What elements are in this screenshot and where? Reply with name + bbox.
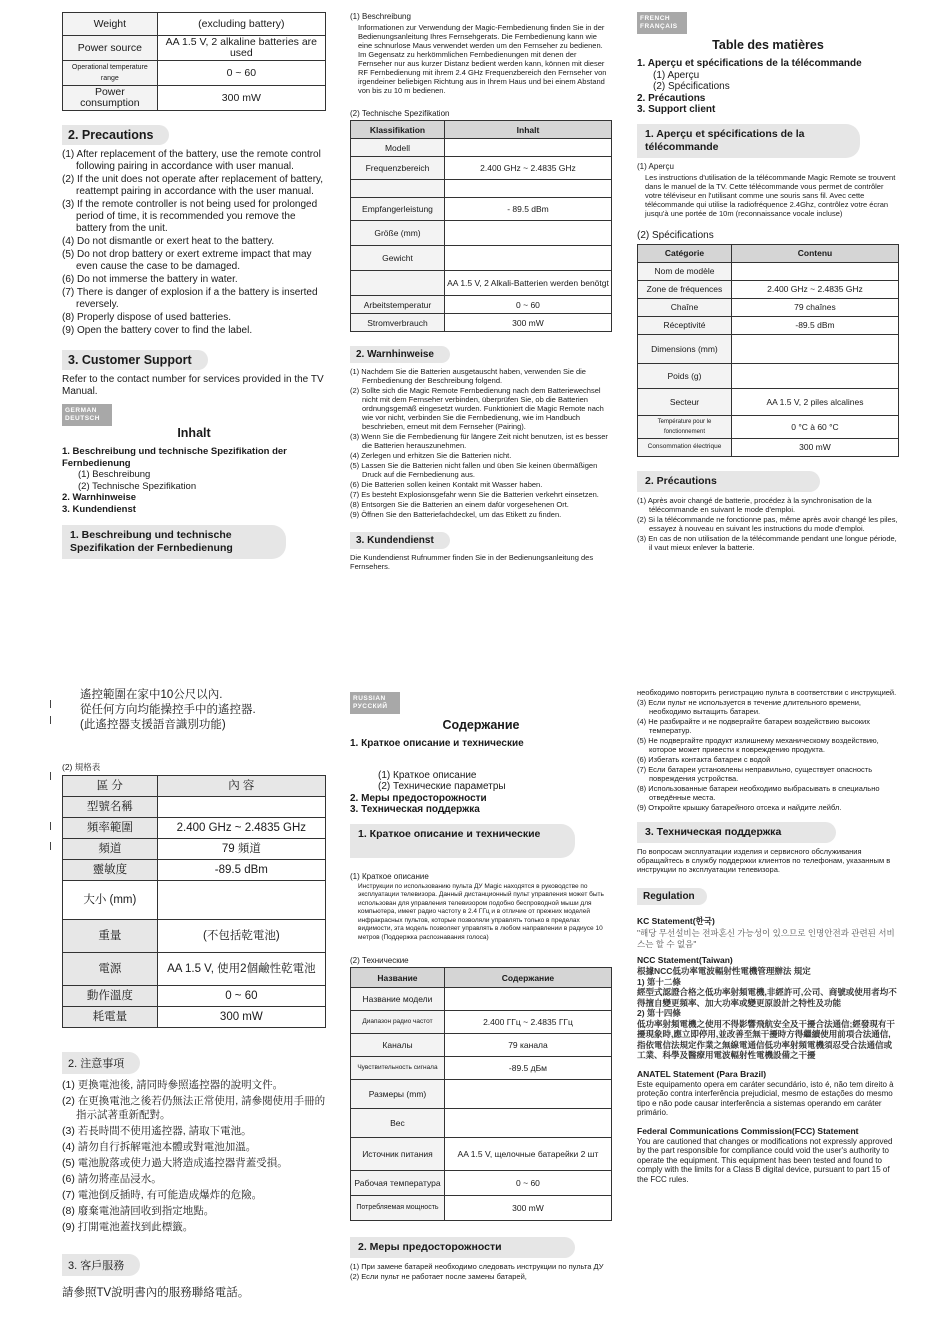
chinese-section xyxy=(62,688,326,1300)
french-precautions-heading: 2. Précautions xyxy=(637,471,820,492)
list-item: (4) Do not dismantle or exert heat to the battery. xyxy=(62,236,275,247)
margin-mark xyxy=(50,700,51,708)
russian-toc xyxy=(350,738,612,816)
list-item: (9) 打開電池蓋找到此標籤。 xyxy=(62,1221,194,1233)
table-row: 動作溫度 0 ~ 60 xyxy=(63,986,326,1007)
table-row: 頻道 79 頻道 xyxy=(63,839,326,860)
list-item: (7) Es besteht Explosionsgefahr wenn Sie die Batterien verkehrt einsetzen. xyxy=(350,490,599,499)
russian-precautions-heading: 2. Меры предосторожности xyxy=(350,1237,575,1258)
french-spec-table: Catégorie Contenu Nom de modèle Zone de fréquences 2.400 GHz ~ 2.4835 GHz Chaîne 79 chaînes Réceptivité -89.5 dBm Dimensions (mm) Poids (g) Secteur AA 1.5 V, 2 piles alcalines Température pour le fonctionnement 0 °C à 60 °C Consommation électrique 300 mW xyxy=(637,244,899,457)
french-toc-title: Table des matières xyxy=(712,38,824,52)
list-item: (2) 在更換電池之後若仍無法正常使用, 請參閱使用手冊的指示試著重新配對。 xyxy=(62,1095,326,1121)
german-toc-title: Inhalt xyxy=(177,426,211,440)
table-row: 大小 (mm) xyxy=(63,881,326,920)
german-description-text: Informationen zur Verwendung der Magic-Fernbedienung finden Sie in der Bedienungsanleitung Ihres Fernsehgerats. Die Fernbedienung kann wie eine schnurlose Maus verwendet werden um den Fernseher zu bedienen. Im Gegensatz zu herkömmlichen Fernbedienungen mit denen der Fernseher nur aus kurzer Distanz bedient werden kann, können mit dieser RF Fernbedienung mit ihrem 2.4 GHz Frequenzbereich den Fernseher von irgendeiner beliebigen Richtung aus in Ihrem Haus und bei einem Abstand von bis zu 10 m bedienen. xyxy=(358,23,607,95)
table-row: 區 分 內 容 xyxy=(63,776,326,797)
regulation-heading: Regulation xyxy=(637,888,707,905)
table-row: Poids (g) xyxy=(638,363,899,388)
list-item: (6) Do not immerse the battery in water. xyxy=(62,274,238,285)
list-item: (8) 廢棄電池請回收到指定地點。 xyxy=(62,1205,215,1217)
table-row: Frequenzbereich 2.400 GHz ~ 2.4835 GHz xyxy=(351,157,612,180)
table-row: Вес xyxy=(351,1109,612,1138)
toc-item: 3. Kundendienst xyxy=(62,503,136,515)
margin-mark xyxy=(50,842,51,850)
table-row: Empfangerleistung - 89.5 dBm xyxy=(351,198,612,221)
list-item: (3) Если пульт не используется в течение длительного времени, необходимо вытащить батареи. xyxy=(637,698,862,716)
german-section xyxy=(350,12,612,575)
list-item: (6) 請勿將產品浸水。 xyxy=(62,1173,162,1185)
table-row: Источник питания AA 1.5 V, щелочные батарейки 2 шт xyxy=(351,1138,612,1171)
list-item: (6) Die Batterien sollen keinen Kontakt mit Wasser haben. xyxy=(350,480,543,489)
list-item: (8) Properly dispose of used batteries. xyxy=(62,312,231,323)
toc-item: (2) Spécifications xyxy=(653,81,730,92)
toc-item: 2. Меры предосторожности xyxy=(350,792,487,804)
customer-support-text: Refer to the contact number for services provided in the TV Manual. xyxy=(62,374,324,397)
list-item: (1) 更換電池後, 請同時參照遙控器的說明文件。 xyxy=(62,1079,284,1091)
table-row: Größe (mm) xyxy=(351,221,612,246)
table-row: Modell xyxy=(351,139,612,157)
list-item: (4) Zerlegen und erhitzen Sie die Batterien nicht. xyxy=(350,451,512,460)
chinese-spec-label: (2) 規格表 xyxy=(62,762,101,772)
list-item: (7) Если батареи установлены неправильно, существует опасность повреждения устройства. xyxy=(637,765,873,783)
english-spec-table xyxy=(62,12,326,111)
toc-item: (2) Technische Spezifikation xyxy=(78,480,197,492)
list-item: (3) En cas de non utilisation de la télécommande pendant une longue période, il vaut mieux enlever la batterie. xyxy=(637,533,897,552)
table-row: 靈敏度 -89.5 dBm xyxy=(63,860,326,881)
german-support-heading: 3. Kundendienst xyxy=(350,532,450,549)
fcc-statement-text: You are cautioned that changes or modifications not expressly approved by the part responsible for compliance could void the user's authority to operate the equipment. This equipment has been tested and found to comply with the limits for a Class B digital device, pursuant to part 15 of the FCC rules. xyxy=(637,1136,893,1184)
toc-item: 2. Warnhinweise xyxy=(62,492,137,503)
french-precautions-list xyxy=(637,496,899,552)
french-section xyxy=(637,12,899,553)
fcc-statement-title: Federal Communications Commission(FCC) Statement xyxy=(637,1125,859,1136)
table-row: Température pour le fonctionnement 0 °C à 60 °C xyxy=(638,415,899,438)
list-item: (3) 若長時間不使用遙控器, 請取下電池。 xyxy=(62,1125,252,1137)
list-item: (7) There is danger of explosion if a the battery is inserted reversely. xyxy=(62,287,318,310)
list-item: (5) Do not drop battery or exert extreme impact that may even cause the case to be damaged. xyxy=(62,249,312,272)
toc-item: (2) Технические параметры xyxy=(378,781,506,792)
list-item: (2) Sollte sich die Magic Remote Fernbedienung nach dem Batteriewechsel nicht mit dem Fernseher verbinden, überprüfen Sie, ob die Batterien ordnungsgemäß eingesetzt wurden. Funktioniert die Magic Remote nach wie vor nicht, verbinden Sie die Fernbedienung, wie im Handbuch beschrieben, erneut mit dem Fernseher (Pairing). xyxy=(350,386,604,431)
list-item: (4) 請勿自行拆解電池本體或對電池加溫。 xyxy=(62,1141,257,1153)
russian-spec-label: (2) Технические xyxy=(350,956,409,965)
customer-support-heading: 3. Customer Support xyxy=(62,350,208,370)
table-row: Power consumption 300 mW xyxy=(63,86,326,111)
table-row: Secteur AA 1.5 V, 2 piles alcalines xyxy=(638,388,899,415)
toc-item: 1. Краткое описание и технические xyxy=(350,738,524,749)
table-row: 電源 AA 1.5 V, 使用2個鹼性乾電池 xyxy=(63,953,326,986)
kc-statement-text: "해당 무선설비는 전파혼신 가능성이 있으므로 인명안전과 관련된 서비스는 할 수 없음" xyxy=(637,928,895,949)
list-item: (5) Не подвергайте продукт излишнему механическому воздействию, которое может привести к повреждению продукта. xyxy=(637,736,879,754)
french-description-label: (1) Aperçu xyxy=(637,161,674,171)
german-warnings-list xyxy=(350,367,612,519)
russian-description-text: Инструкции по использованию пульта ДУ Magic находятся в руководстве по эксплуатации телевизора. Данный дистанционный пульт управления может быть использован для управления телевизором подобно беспроводной мыши для компьютера, имеет радио частоту в 2.4 ГГц и в отличие от прежних моделей инфракрасных пультов, которые позволяли управлять только в пределах видимости, эта модель позволяет управлять в любом направлении в радиусе 10 метров (Поддержка распознавания голоса) xyxy=(358,882,604,941)
german-support-text: Die Kundendienst Rufnummer finden Sie in der Bedienungsanleitung des Fernsehers. xyxy=(350,553,594,571)
list-item: (6) Избегать контакта батареи с водой xyxy=(637,755,771,764)
french-language-badge: FRENCH FRANÇAIS xyxy=(637,12,687,34)
ncc-statement-title: NCC Statement(Taiwan) xyxy=(637,955,733,965)
list-item: (1) Après avoir changé de batterie, procédez à la synchronisation de la télécommande en suivant le mode d'emploi. xyxy=(637,495,872,514)
table-row: Каналы 79 канала xyxy=(351,1034,612,1057)
toc-item: (1) Beschreibung xyxy=(78,469,151,480)
margin-mark xyxy=(50,822,51,830)
table-row: Nom de modèle xyxy=(638,262,899,280)
chinese-intro-text: 遙控範圍在家中10公尺以內. 從任何方向均能操控手中的遙控器. (此遙控器支援語音識別功能) xyxy=(80,689,256,731)
table-row: Чувствительность сигнала -89.5 дБм xyxy=(351,1057,612,1080)
table-row: 耗電量 300 mW xyxy=(63,1007,326,1028)
toc-item: 1. Aperçu et spécifications de la télécommande xyxy=(637,58,862,69)
table-row: 型號名稱 xyxy=(63,797,326,818)
russian-description-label: (1) Краткое описание xyxy=(350,871,429,881)
table-row: AA 1.5 V, 2 Alkali-Batterien werden benötgt xyxy=(351,271,612,296)
german-language-badge: GERMAN DEUTSCH xyxy=(62,404,112,426)
russian-section xyxy=(350,688,612,1282)
margin-mark xyxy=(50,716,51,724)
list-item: (2) If the unit does not operate after replacement of battery, reattempt pairing in accordance with the user manual. xyxy=(62,174,324,197)
german-description-label: (1) Beschreibung xyxy=(350,12,411,21)
table-row: Zone de fréquences 2.400 GHz ~ 2.4835 GHz xyxy=(638,280,899,298)
toc-item: 1. Beschreibung und technische Spezifikation der Fernbedienung xyxy=(62,446,287,469)
table-row: Weight (excluding battery) xyxy=(63,13,326,36)
list-item: (8) Entsorgen Sie die Batterien an einem dafür vorgesehenen Ort. xyxy=(350,500,569,509)
chinese-precautions-heading: 2. 注意事項 xyxy=(62,1052,140,1074)
table-row: Stromverbrauch 300 mW xyxy=(351,314,612,332)
table-row: Размеры (mm) xyxy=(351,1080,612,1109)
chinese-support-text: 請參照TV說明書內的服務聯絡電話。 xyxy=(62,1287,250,1299)
table-row: 重量 (不包括乾電池) xyxy=(63,920,326,953)
table-row: Потребляемая мощность 300 mW xyxy=(351,1196,612,1221)
list-item: (3) Wenn Sie die Fernbedienung für längere Zeit nicht benutzen, ist es besser die Batterien herauszunehmen. xyxy=(350,432,608,450)
german-spec-label: (2) Technische Spezifikation xyxy=(350,109,450,118)
toc-item: (1) Aperçu xyxy=(653,69,700,81)
toc-item: (1) Краткое описание xyxy=(378,769,477,781)
chinese-support-heading: 3. 客戶服務 xyxy=(62,1254,140,1276)
russian-support-text: По вопросам эксплуатации изделия и сервисного обслуживания обращайтесь в службу поддержки клиентов по телефонам, указанным в инструкции по эксплуатации телевизора. xyxy=(637,847,891,874)
french-section1-heading: 1. Aperçu et spécifications de la télécommande xyxy=(637,124,860,158)
margin-mark xyxy=(50,772,51,780)
ncc-statement-text: 根據NCC低功率電波輻射性電機管理辦法 規定 1) 第十二條 經型式認證合格之低功率射頻電機,非經許可,公司、商號或使用者均不得擅自變更頻率、加大功率或變更原設計之特性及功能 2) 第十四條 低功率射頻電機之使用不得影響飛航安全及干擾合法通信;經發現有干擾現象時,應立即停用,並改善至無干擾時方得繼續使用前項合法通信,指依電信法規定作業之無線電通信低功率射頻電機須忍受合法通信或工業、科學及醫療用電波輻射性電機設備之干擾 xyxy=(637,966,897,1060)
anatel-statement-title: ANATEL Statement (Para Brazil) xyxy=(637,1068,767,1079)
table-row: Power source AA 1.5 V, 2 alkaline batteries are used xyxy=(63,36,326,61)
list-item: (5) Lassen Sie die Batterien nicht fallen und üben Sie keinen übermäßigen Druck auf die Fernbedienung aus. xyxy=(350,461,598,479)
table-row: Dimensions (mm) xyxy=(638,334,899,363)
list-item: (9) Откройте крышку батарейного отсека и найдите лейбл. xyxy=(637,803,842,812)
list-item: (4) Не разбирайте и не подвергайте батареи воздействию высоких температур. xyxy=(637,717,870,735)
table-row xyxy=(351,180,612,198)
toc-item: 2. Précautions xyxy=(637,92,706,104)
table-row: Chaîne 79 chaînes xyxy=(638,298,899,316)
table-row: Рабочая температура 0 ~ 60 xyxy=(351,1171,612,1196)
precautions-heading: 2. Precautions xyxy=(62,125,169,145)
toc-item: 3. Support client xyxy=(637,104,716,115)
russian-toc-title: Содержание xyxy=(442,718,520,732)
list-item: (9) Open the battery cover to find the label. xyxy=(62,325,253,336)
english-section xyxy=(62,12,326,563)
russian-precautions-list xyxy=(350,1262,612,1281)
german-spec-table: Klassifikation Inhalt Modell Frequenzbereich 2.400 GHz ~ 2.4835 GHz Empfangerleistung - 89.5 dBm Größe (mm) Gewicht AA 1.5 V, 2 Alkali-Batterien werden benötgt Arbeitstemperatur 0 ~ 60 Stromverbrauch 300 mW xyxy=(350,120,612,332)
chinese-spec-table xyxy=(62,775,326,1028)
list-item: (7) 電池倒反插時, 有可能造成爆炸的危險。 xyxy=(62,1189,263,1201)
list-item: (2) Si la télécommande ne fonctionne pas, même après avoir changé les piles, essayez à nouveau en suivant les instructions du mode d'emploi. xyxy=(637,514,898,533)
russian-support-heading: 3. Техническая поддержка xyxy=(637,822,836,843)
french-spec-label: (2) Spécifications xyxy=(637,229,714,241)
german-toc xyxy=(62,446,326,515)
anatel-statement-text: Este equipamento opera em caráter secundário, isto é, não tem direito à proteção contra interferência prejudicial, mesmo de estações do mesmo tipo e não pode causar interferência a sistemas operando em caráter primário. xyxy=(637,1079,894,1117)
german-warnings-heading: 2. Warnhinweise xyxy=(350,346,450,363)
table-row: Gewicht xyxy=(351,246,612,271)
russian-precautions-continued xyxy=(637,688,899,812)
list-item: (1) Nachdem Sie die Batterien ausgetauscht haben, verwenden Sie die Fernbedienung der Beschreibung folgend. xyxy=(350,367,586,385)
russian-section1-heading: 1. Краткое описание и технические xyxy=(350,824,575,858)
table-row: 頻率範圍 2.400 GHz ~ 2.4835 GHz xyxy=(63,818,326,839)
kc-statement-title: KC Statement(한국) xyxy=(637,916,715,926)
table-row: Operational temperature range 0 ~ 60 xyxy=(63,61,326,86)
table-row: Диапазон радио частот 2.400 ГГц ~ 2.4835 ГГц xyxy=(351,1011,612,1034)
toc-item: 3. Техническая поддержка xyxy=(350,804,480,815)
list-item: необходимо повторить регистрацию пульта в соответствии с инструкцией. xyxy=(637,688,897,697)
list-item: (2) Если пульт не работает после замены батарей, xyxy=(350,1272,527,1281)
table-row: Réceptivité -89.5 dBm xyxy=(638,316,899,334)
german-section1-heading: 1. Beschreibung und technische Spezifikation der Fernbedienung xyxy=(62,525,286,559)
list-item: (9) Öffnen Sie den Batteriefachdeckel, um das Etikett zu finden. xyxy=(350,510,562,519)
russian-language-badge: RUSSIAN РУССКИЙ xyxy=(350,692,400,714)
chinese-precautions-list xyxy=(62,1078,326,1234)
list-item: (1) При замене батарей необходимо следовать инструкции по пульта ДУ xyxy=(350,1262,604,1271)
list-item: (3) If the remote controller is not being used for prolonged period of time, it is recommended you remove the battery from the unit. xyxy=(62,199,318,234)
list-item: (8) Использованные батареи необходимо выбрасывать в специально отведённые места. xyxy=(637,784,880,802)
russian-spec-table: Название Содержание Название модели Диапазон радио частот 2.400 ГГц ~ 2.4835 ГГц Каналы 79 канала Чувствительность сигнала -89.5 дБм Размеры (mm) Вес Источник питания AA 1.5 V, щелочные батарейки 2 шт Рабочая температура 0 ~ 60 Потребляемая мощность 300 mW xyxy=(350,967,612,1221)
precautions-list xyxy=(62,149,326,337)
russian-regulation-section xyxy=(637,688,899,1184)
table-row: Название модели xyxy=(351,988,612,1011)
list-item: (1) After replacement of the battery, use the remote control following pairing in accordance with user manual. xyxy=(62,149,321,172)
list-item: (5) 電池脫落或使力過大將造成遙控器背蓋受損。 xyxy=(62,1157,288,1169)
table-row: Consommation électrique 300 mW xyxy=(638,438,899,456)
french-toc xyxy=(637,58,899,116)
table-row: Arbeitstemperatur 0 ~ 60 xyxy=(351,296,612,314)
french-description-text: Les instructions d'utilisation de la télécommande Magic Remote se trouvent dans le manuel de la TV. Cette télécommande vous permet de contrôler votre téléviseur en l'utilisant comme une souris sans fil. Avec cette télécommande qui utilise la radiofréquence 2.4Ghz, contrôlez votre écran jusqu'à une portée de 10m (reconnaissance vocale incluse) xyxy=(645,172,896,218)
